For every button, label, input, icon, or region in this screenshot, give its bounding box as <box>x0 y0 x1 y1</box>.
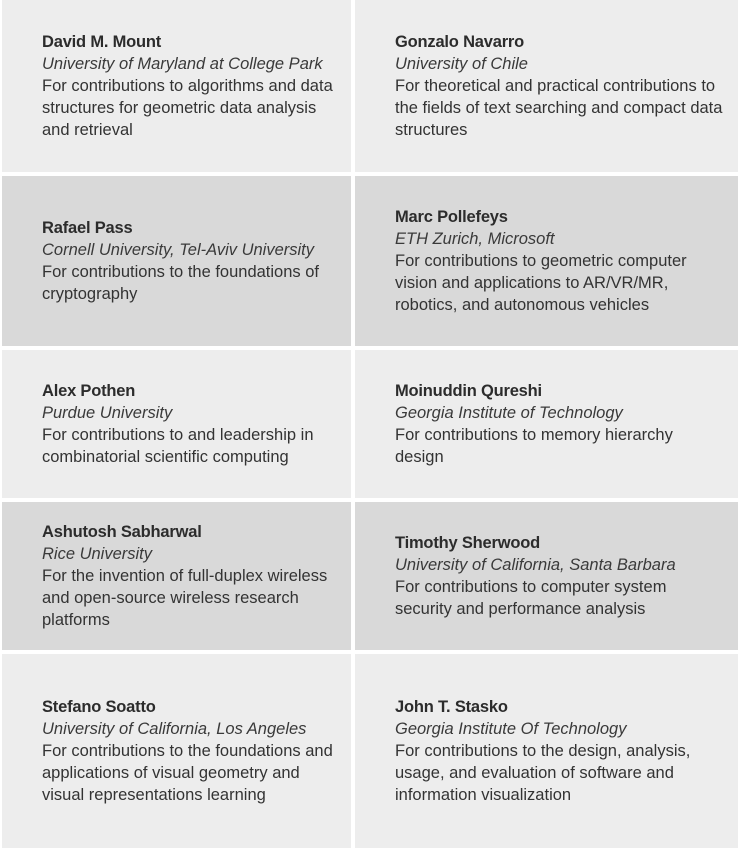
fellow-affiliation: University of California, Los Angeles <box>42 720 307 738</box>
fellow-cell-sabharwal <box>2 502 351 650</box>
fellow-affiliation: Georgia Institute of Technology <box>395 404 623 422</box>
fellow-cell-stasko <box>355 654 738 848</box>
fellow-affiliation: Rice University <box>42 545 153 563</box>
fellow-name: Stefano Soatto <box>42 698 156 716</box>
fellow-name: Moinuddin Qureshi <box>395 382 542 400</box>
fellow-name: Marc Pollefeys <box>395 208 508 226</box>
fellow-citation: For contributions to geometric computer vision and applications to AR/VR/MR, robotics, and autonomous vehicles <box>395 252 687 314</box>
fellow-name: David M. Mount <box>42 33 162 51</box>
fellow-name: John T. Stasko <box>395 698 508 716</box>
fellow-affiliation: University of California, Santa Barbara <box>395 556 676 574</box>
fellow-affiliation: University of Maryland at College Park <box>42 55 323 73</box>
fellow-citation: For contributions to memory hierarchy design <box>395 426 673 466</box>
fellow-citation: For contributions to the design, analysis, usage, and evaluation of software and information visualization <box>395 742 691 804</box>
fellow-affiliation: University of Chile <box>395 55 528 73</box>
fellow-cell-qureshi <box>355 350 738 498</box>
fellow-citation: For contributions to and leadership in combinatorial scientific computing <box>42 426 314 466</box>
fellow-citation: For contributions to algorithms and data structures for geometric data analysis and retrieval <box>42 77 333 139</box>
fellow-affiliation: Cornell University, Tel-Aviv University <box>42 241 315 259</box>
fellow-name: Alex Pothen <box>42 382 136 400</box>
fellow-name: Timothy Sherwood <box>395 534 541 552</box>
fellow-cell-mount <box>2 0 351 172</box>
fellow-citation: For the invention of full-duplex wireless and open-source wireless research platforms <box>42 567 328 629</box>
fellow-cell-pass <box>2 176 351 346</box>
fellow-citation: For theoretical and practical contributions to the fields of text searching and compact data structures <box>395 77 723 139</box>
fellow-affiliation: ETH Zurich, Microsoft <box>395 230 555 248</box>
fellow-citation: For contributions to the foundations of cryptography <box>42 263 320 303</box>
fellow-cell-pollefeys <box>355 176 738 346</box>
fellow-name: Gonzalo Navarro <box>395 33 525 51</box>
fellow-cell-navarro <box>355 0 738 172</box>
fellow-cell-pothen <box>2 350 351 498</box>
fellow-cell-soatto <box>2 654 351 848</box>
fellow-name: Rafael Pass <box>42 219 133 237</box>
fellow-affiliation: Georgia Institute Of Technology <box>395 720 627 738</box>
fellow-affiliation: Purdue University <box>42 404 173 422</box>
fellow-citation: For contributions to the foundations and applications of visual geometry and visual representations learning <box>42 742 333 804</box>
fellow-cell-sherwood <box>355 502 738 650</box>
fellow-citation: For contributions to computer system security and performance analysis <box>395 578 667 618</box>
fellow-name: Ashutosh Sabharwal <box>42 523 202 541</box>
